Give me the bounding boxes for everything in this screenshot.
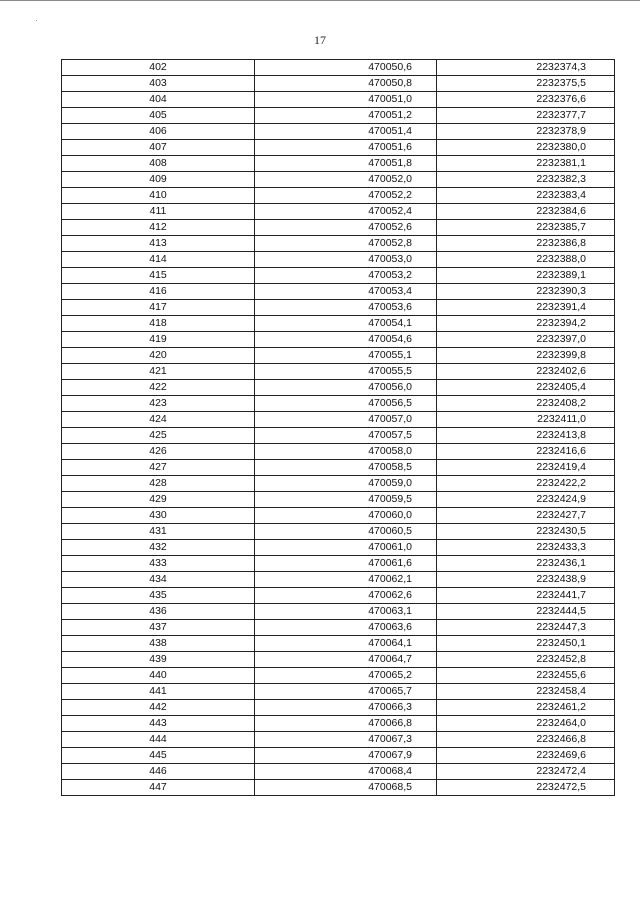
y-coordinate-cell: 2232377,7 — [437, 108, 615, 124]
x-coordinate-cell: 470055,5 — [255, 364, 437, 380]
y-coordinate-cell: 2232391,4 — [437, 300, 615, 316]
point-number-cell: 445 — [62, 748, 255, 764]
x-coordinate-cell: 470068,4 — [255, 764, 437, 780]
point-number-cell: 438 — [62, 636, 255, 652]
table-row — [62, 572, 615, 588]
y-coordinate-cell: 2232374,3 — [437, 60, 615, 76]
y-coordinate-cell: 2232450,1 — [437, 636, 615, 652]
y-coordinate-cell: 2232385,7 — [437, 220, 615, 236]
table-row — [62, 460, 615, 476]
y-coordinate-cell: 2232386,8 — [437, 236, 615, 252]
table-row — [62, 60, 615, 76]
table-row — [62, 124, 615, 140]
point-number-cell: 427 — [62, 460, 255, 476]
y-coordinate-cell: 2232472,4 — [437, 764, 615, 780]
x-coordinate-cell: 470062,1 — [255, 572, 437, 588]
point-number-cell: 437 — [62, 620, 255, 636]
y-coordinate-cell: 2232464,0 — [437, 716, 615, 732]
x-coordinate-cell: 470065,2 — [255, 668, 437, 684]
point-number-cell: 444 — [62, 732, 255, 748]
point-number-cell: 408 — [62, 156, 255, 172]
y-coordinate-cell: 2232413,8 — [437, 428, 615, 444]
x-coordinate-cell: 470053,0 — [255, 252, 437, 268]
x-coordinate-cell: 470054,1 — [255, 316, 437, 332]
y-coordinate-cell: 2232455,6 — [437, 668, 615, 684]
table-row — [62, 668, 615, 684]
y-coordinate-cell: 2232376,6 — [437, 92, 615, 108]
x-coordinate-cell: 470064,7 — [255, 652, 437, 668]
table-row — [62, 412, 615, 428]
y-coordinate-cell: 2232433,3 — [437, 540, 615, 556]
table-row — [62, 732, 615, 748]
table-row — [62, 92, 615, 108]
table-row — [62, 348, 615, 364]
y-coordinate-cell: 2232381,1 — [437, 156, 615, 172]
point-number-cell: 447 — [62, 780, 255, 796]
point-number-cell: 441 — [62, 684, 255, 700]
table-row — [62, 188, 615, 204]
y-coordinate-cell: 2232402,6 — [437, 364, 615, 380]
x-coordinate-cell: 470050,6 — [255, 60, 437, 76]
coordinates-table — [61, 59, 615, 796]
y-coordinate-cell: 2232394,2 — [437, 316, 615, 332]
point-number-cell: 432 — [62, 540, 255, 556]
x-coordinate-cell: 470057,0 — [255, 412, 437, 428]
table-row — [62, 700, 615, 716]
y-coordinate-cell: 2232452,8 — [437, 652, 615, 668]
table-row — [62, 76, 615, 92]
x-coordinate-cell: 470062,6 — [255, 588, 437, 604]
table-row — [62, 476, 615, 492]
y-coordinate-cell: 2232380,0 — [437, 140, 615, 156]
x-coordinate-cell: 470061,6 — [255, 556, 437, 572]
y-coordinate-cell: 2232436,1 — [437, 556, 615, 572]
point-number-cell: 418 — [62, 316, 255, 332]
x-coordinate-cell: 470051,0 — [255, 92, 437, 108]
point-number-cell: 402 — [62, 60, 255, 76]
point-number-cell: 428 — [62, 476, 255, 492]
x-coordinate-cell: 470057,5 — [255, 428, 437, 444]
point-number-cell: 429 — [62, 492, 255, 508]
y-coordinate-cell: 2232469,6 — [437, 748, 615, 764]
x-coordinate-cell: 470055,1 — [255, 348, 437, 364]
table-row — [62, 588, 615, 604]
point-number-cell: 423 — [62, 396, 255, 412]
point-number-cell: 425 — [62, 428, 255, 444]
table-row — [62, 156, 615, 172]
table-row — [62, 444, 615, 460]
table-row — [62, 396, 615, 412]
table-row — [62, 604, 615, 620]
table-row — [62, 252, 615, 268]
y-coordinate-cell: 2232384,6 — [437, 204, 615, 220]
x-coordinate-cell: 470058,0 — [255, 444, 437, 460]
table-row — [62, 204, 615, 220]
table-row — [62, 316, 615, 332]
table-row — [62, 556, 615, 572]
x-coordinate-cell: 470052,8 — [255, 236, 437, 252]
x-coordinate-cell: 470060,5 — [255, 524, 437, 540]
point-number-cell: 410 — [62, 188, 255, 204]
table-row — [62, 380, 615, 396]
x-coordinate-cell: 470053,4 — [255, 284, 437, 300]
point-number-cell: 411 — [62, 204, 255, 220]
x-coordinate-cell: 470052,2 — [255, 188, 437, 204]
x-coordinate-cell: 470059,5 — [255, 492, 437, 508]
table-row — [62, 268, 615, 284]
point-number-cell: 417 — [62, 300, 255, 316]
point-number-cell: 434 — [62, 572, 255, 588]
point-number-cell: 407 — [62, 140, 255, 156]
point-number-cell: 403 — [62, 76, 255, 92]
point-number-cell: 422 — [62, 380, 255, 396]
x-coordinate-cell: 470051,6 — [255, 140, 437, 156]
point-number-cell: 415 — [62, 268, 255, 284]
point-number-cell: 430 — [62, 508, 255, 524]
y-coordinate-cell: 2232444,5 — [437, 604, 615, 620]
table-row — [62, 364, 615, 380]
point-number-cell: 409 — [62, 172, 255, 188]
x-coordinate-cell: 470059,0 — [255, 476, 437, 492]
table-row — [62, 140, 615, 156]
y-coordinate-cell: 2232378,9 — [437, 124, 615, 140]
x-coordinate-cell: 470063,1 — [255, 604, 437, 620]
y-coordinate-cell: 2232399,8 — [437, 348, 615, 364]
point-number-cell: 443 — [62, 716, 255, 732]
point-number-cell: 406 — [62, 124, 255, 140]
table-row — [62, 524, 615, 540]
point-number-cell: 424 — [62, 412, 255, 428]
point-number-cell: 433 — [62, 556, 255, 572]
y-coordinate-cell: 2232405,4 — [437, 380, 615, 396]
x-coordinate-cell: 470053,6 — [255, 300, 437, 316]
table-row — [62, 108, 615, 124]
x-coordinate-cell: 470056,0 — [255, 380, 437, 396]
y-coordinate-cell: 2232422,2 — [437, 476, 615, 492]
x-coordinate-cell: 470067,9 — [255, 748, 437, 764]
x-coordinate-cell: 470050,8 — [255, 76, 437, 92]
y-coordinate-cell: 2232411,0 — [437, 412, 615, 428]
point-number-cell: 416 — [62, 284, 255, 300]
x-coordinate-cell: 470051,4 — [255, 124, 437, 140]
point-number-cell: 414 — [62, 252, 255, 268]
y-coordinate-cell: 2232472,5 — [437, 780, 615, 796]
x-coordinate-cell: 470066,8 — [255, 716, 437, 732]
table-row — [62, 780, 615, 796]
point-number-cell: 442 — [62, 700, 255, 716]
point-number-cell: 440 — [62, 668, 255, 684]
table-row — [62, 620, 615, 636]
table-row — [62, 300, 615, 316]
y-coordinate-cell: 2232397,0 — [437, 332, 615, 348]
table-row — [62, 764, 615, 780]
x-coordinate-cell: 470067,3 — [255, 732, 437, 748]
y-coordinate-cell: 2232447,3 — [437, 620, 615, 636]
table-row — [62, 684, 615, 700]
x-coordinate-cell: 470058,5 — [255, 460, 437, 476]
point-number-cell: 439 — [62, 652, 255, 668]
y-coordinate-cell: 2232461,2 — [437, 700, 615, 716]
point-number-cell: 421 — [62, 364, 255, 380]
x-coordinate-cell: 470054,6 — [255, 332, 437, 348]
table-row — [62, 428, 615, 444]
page-number: 17 — [314, 33, 326, 47]
point-number-cell: 420 — [62, 348, 255, 364]
x-coordinate-cell: 470052,4 — [255, 204, 437, 220]
point-number-cell: 436 — [62, 604, 255, 620]
x-coordinate-cell: 470051,2 — [255, 108, 437, 124]
x-coordinate-cell: 470068,5 — [255, 780, 437, 796]
x-coordinate-cell: 470052,6 — [255, 220, 437, 236]
x-coordinate-cell: 470051,8 — [255, 156, 437, 172]
table-row — [62, 172, 615, 188]
y-coordinate-cell: 2232427,7 — [437, 508, 615, 524]
point-number-cell: 426 — [62, 444, 255, 460]
point-number-cell: 431 — [62, 524, 255, 540]
x-coordinate-cell: 470056,5 — [255, 396, 437, 412]
y-coordinate-cell: 2232408,2 — [437, 396, 615, 412]
y-coordinate-cell: 2232466,8 — [437, 732, 615, 748]
point-number-cell: 413 — [62, 236, 255, 252]
y-coordinate-cell: 2232430,5 — [437, 524, 615, 540]
y-coordinate-cell: 2232424,9 — [437, 492, 615, 508]
table-row — [62, 652, 615, 668]
point-number-cell: 435 — [62, 588, 255, 604]
y-coordinate-cell: 2232458,4 — [437, 684, 615, 700]
point-number-cell: 404 — [62, 92, 255, 108]
y-coordinate-cell: 2232441,7 — [437, 588, 615, 604]
y-coordinate-cell: 2232389,1 — [437, 268, 615, 284]
x-coordinate-cell: 470053,2 — [255, 268, 437, 284]
table-row — [62, 492, 615, 508]
y-coordinate-cell: 2232383,4 — [437, 188, 615, 204]
table-row — [62, 236, 615, 252]
x-coordinate-cell: 470060,0 — [255, 508, 437, 524]
x-coordinate-cell: 470052,0 — [255, 172, 437, 188]
x-coordinate-cell: 470066,3 — [255, 700, 437, 716]
table-row — [62, 220, 615, 236]
y-coordinate-cell: 2232416,6 — [437, 444, 615, 460]
y-coordinate-cell: 2232388,0 — [437, 252, 615, 268]
table-row — [62, 284, 615, 300]
point-number-cell: 446 — [62, 764, 255, 780]
y-coordinate-cell: 2232382,3 — [437, 172, 615, 188]
scan-speck — [36, 20, 37, 21]
x-coordinate-cell: 470063,6 — [255, 620, 437, 636]
point-number-cell: 405 — [62, 108, 255, 124]
table-row — [62, 748, 615, 764]
y-coordinate-cell: 2232438,9 — [437, 572, 615, 588]
table-row — [62, 332, 615, 348]
point-number-cell: 419 — [62, 332, 255, 348]
coordinates-table-body — [62, 60, 615, 796]
table-row — [62, 716, 615, 732]
point-number-cell: 412 — [62, 220, 255, 236]
table-row — [62, 508, 615, 524]
table-row — [62, 540, 615, 556]
table-row — [62, 636, 615, 652]
x-coordinate-cell: 470064,1 — [255, 636, 437, 652]
page-top-edge — [0, 0, 640, 1]
x-coordinate-cell: 470061,0 — [255, 540, 437, 556]
y-coordinate-cell: 2232419,4 — [437, 460, 615, 476]
x-coordinate-cell: 470065,7 — [255, 684, 437, 700]
y-coordinate-cell: 2232375,5 — [437, 76, 615, 92]
y-coordinate-cell: 2232390,3 — [437, 284, 615, 300]
